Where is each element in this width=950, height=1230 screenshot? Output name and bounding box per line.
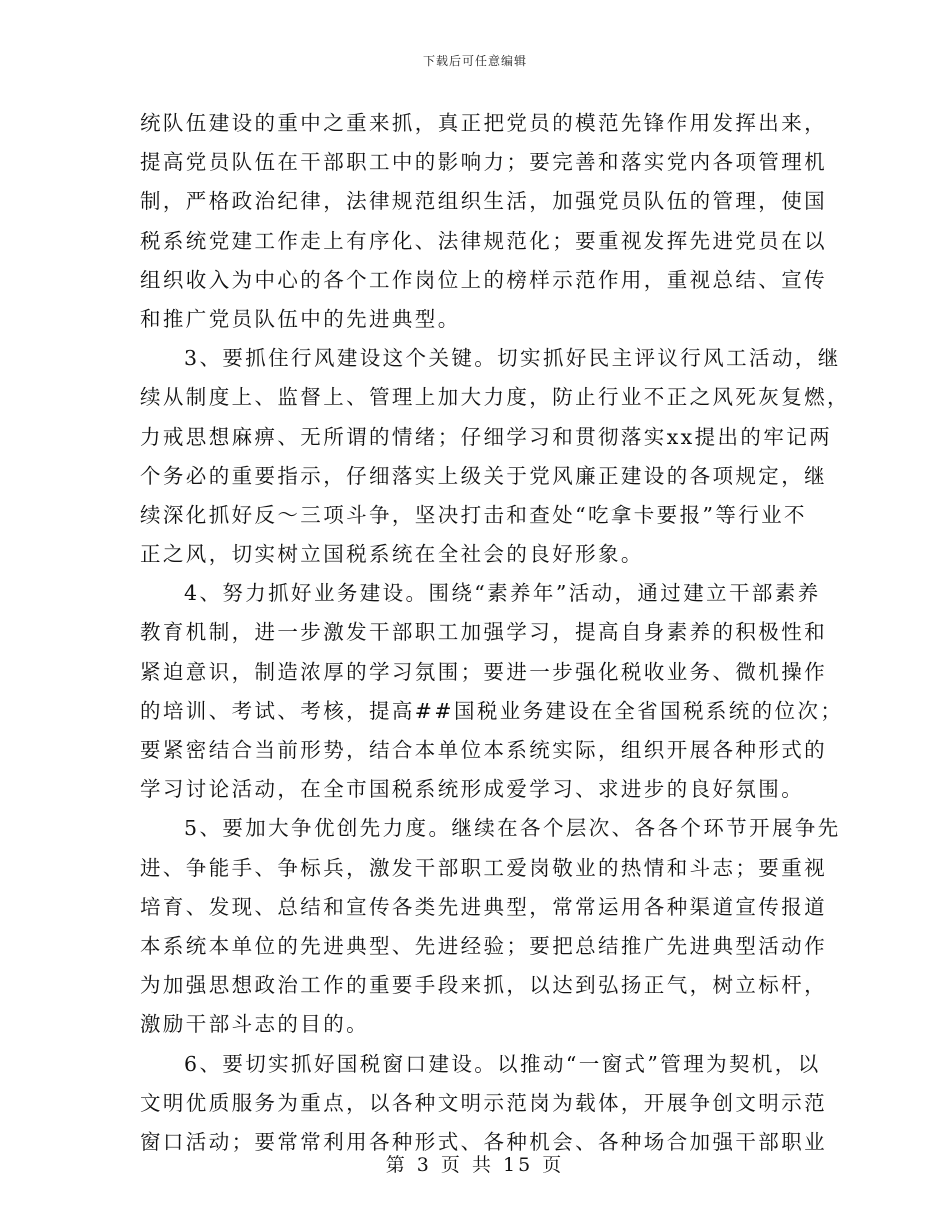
text-line: 个务必的重要指示，仔细落实上级关于党风廉正建设的各项规定，继	[140, 463, 827, 488]
text-line: 提高党员队伍在干部职工中的影响力；要完善和落实党内各项管理机	[140, 150, 827, 175]
text-line: 续深化抓好反～三项斗争，坚决打击和查处“吃拿卡要报”等行业不	[140, 502, 807, 527]
text-line: 3、要抓住行风建设这个关键。切实抓好民主评议行风工活动，继	[184, 346, 841, 371]
document-body	[140, 104, 850, 1162]
text-line: 学习讨论活动，在全市国税系统形成爱学习、求进步的良好氛围。	[140, 777, 805, 802]
text-line: 为加强思想政治工作的重要手段来抓，以达到弘扬正气，树立标杆，	[140, 973, 827, 998]
text-line: 窗口活动；要常常利用各种形式、各种机会、各种场合加强干部职业	[140, 1129, 827, 1154]
text-line: 培育、发现、总结和宣传各类先进典型，常常运用各种渠道宣传报道	[140, 894, 827, 919]
text-line: 4、努力抓好业务建设。围绕“素养年”活动，通过建立干部素养	[184, 581, 821, 606]
text-line: 税系统党建工作走上有序化、法律规范化；要重视发挥先进党员在以	[140, 228, 827, 253]
text-line: 正之风，切实树立国税系统在全社会的良好形象。	[140, 542, 644, 567]
text-line: 的培训、考试、考核，提高##国税业务建设在全省国税系统的位次；	[140, 698, 844, 723]
text-line: 6、要切实抓好国税窗口建设。以推动“一窗式”管理为契机，以	[184, 1051, 821, 1076]
text-line: 制，严格政治纪律，法律规范组织生活，加强党员队伍的管理，使国	[140, 189, 827, 214]
text-line: 教育机制，进一步激发干部职工加强学习，提高自身素养的积极性和	[140, 620, 827, 645]
text-line: 续从制度上、监督上、管理上加大力度，防止行业不正之风死灰复燃，	[140, 385, 850, 410]
text-line: 本系统本单位的先进典型、先进经验；要把总结推广先进典型活动作	[140, 933, 827, 958]
text-line: 紧迫意识，制造浓厚的学习氛围；要进一步强化税收业务、微机操作	[140, 659, 827, 684]
text-line: 力戒思想麻痹、无所谓的情绪；仔细学习和贯彻落实xx提出的牢记两	[140, 424, 833, 449]
paragraph	[140, 339, 850, 574]
text-line: 5、要加大争优创先力度。继续在各个层次、各各个环节开展争先	[184, 816, 841, 841]
text-line: 统队伍建设的重中之重来抓，真正把党员的模范先锋作用发挥出来，	[140, 111, 827, 135]
paragraph	[140, 104, 827, 339]
text-line: 和推广党员队伍中的先进典型。	[140, 306, 461, 331]
paragraph	[140, 574, 844, 809]
text-line: 进、争能手、争标兵，激发干部职工爱岗敬业的热情和斗志；要重视	[140, 855, 827, 880]
text-line: 激励干部斗志的目的。	[140, 1012, 369, 1037]
text-line: 要紧密结合当前形势，结合本单位本系统实际，组织开展各种形式的	[140, 738, 827, 762]
paragraph	[140, 809, 841, 1044]
page-number: 第 3 页 共 15 页	[385, 1154, 565, 1176]
paragraph	[140, 1045, 827, 1163]
text-line: 组织收入为中心的各个工作岗位上的榜样示范作用，重视总结、宣传	[140, 267, 827, 292]
text-line: 文明优质服务为重点，以各种文明示范岗为载体，开展争创文明示范	[140, 1090, 827, 1115]
page-header: 下载后可任意编辑	[422, 54, 527, 68]
